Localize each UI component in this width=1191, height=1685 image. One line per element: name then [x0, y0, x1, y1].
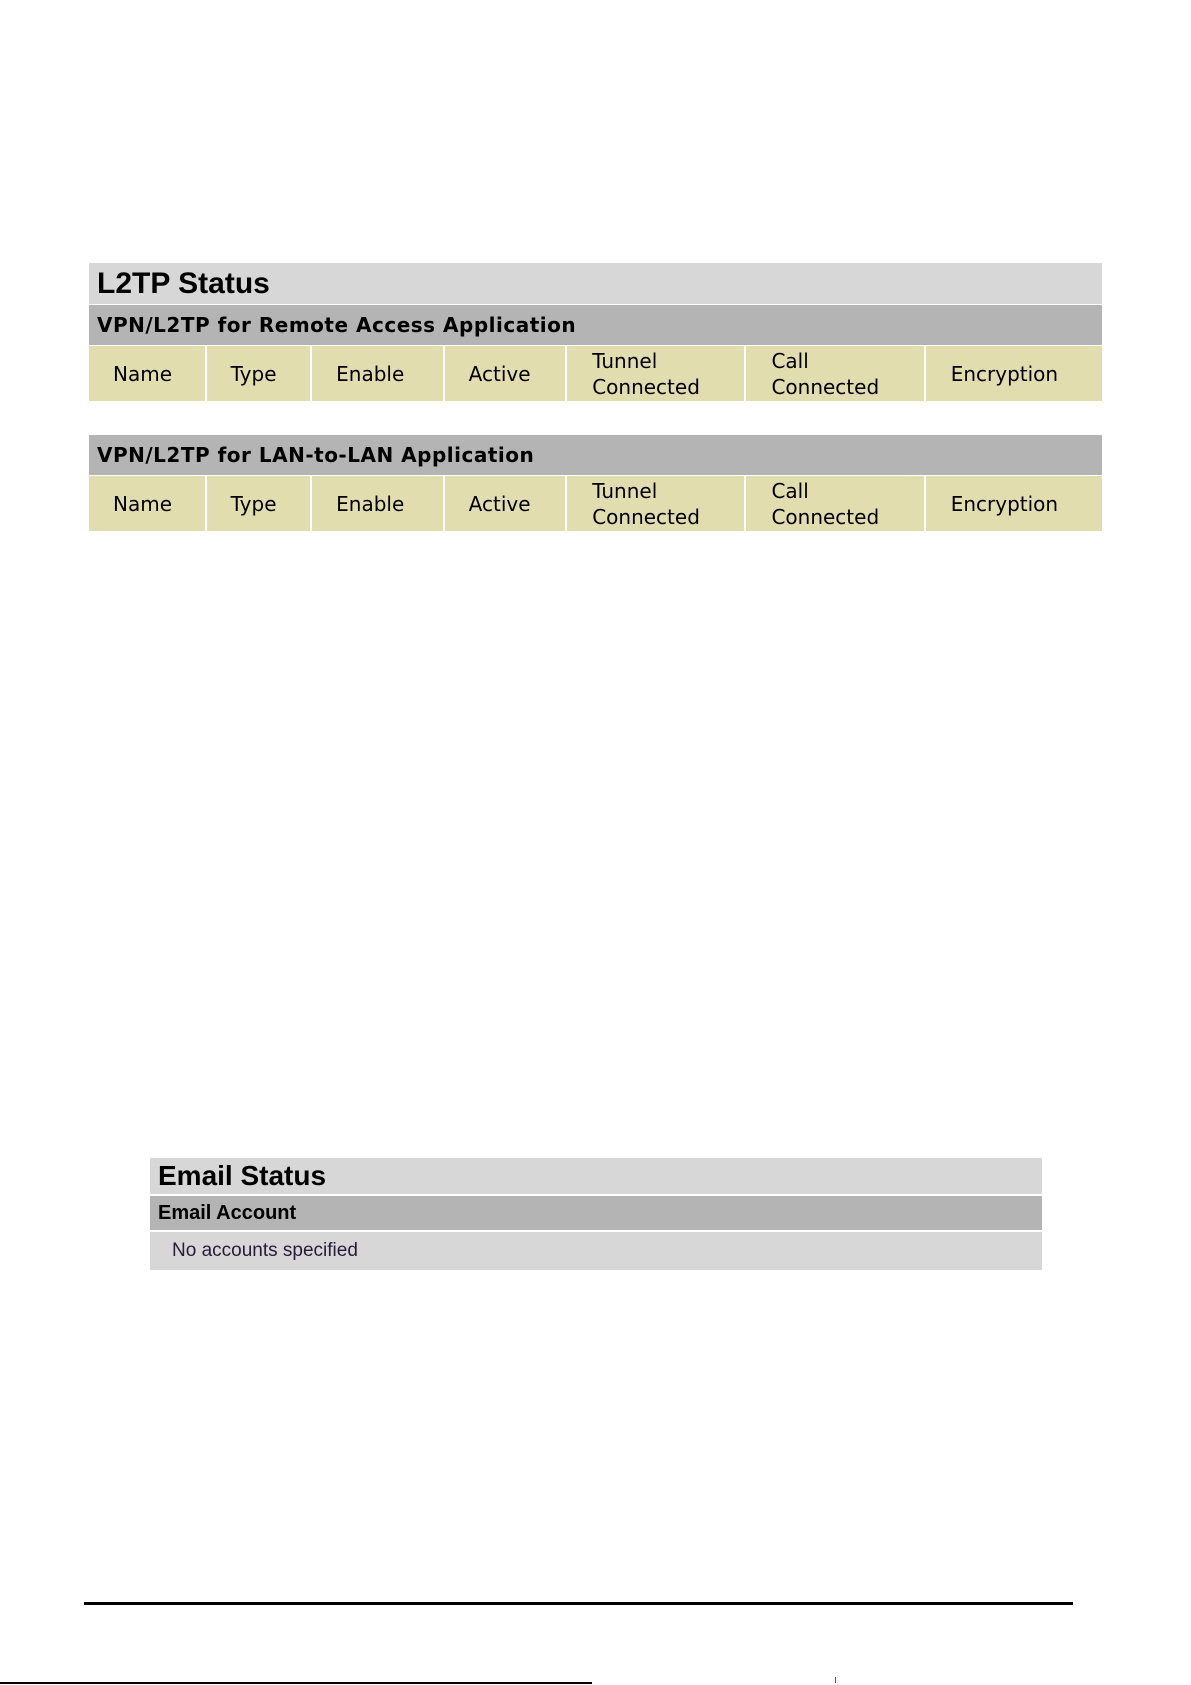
edge-mark [835, 1677, 836, 1683]
bottom-rule [0, 1682, 592, 1684]
column-header-type: Type [207, 476, 311, 531]
email-status-title: Email Status [150, 1158, 1042, 1196]
column-header-enable: Enable [312, 346, 442, 401]
remote-access-section-title: VPN/L2TP for Remote Access Application [89, 305, 1102, 345]
section-spacer [89, 401, 1102, 435]
column-header-encryption: Encryption [926, 476, 1102, 531]
column-header-active: Active [445, 346, 566, 401]
column-header-name: Name [89, 346, 205, 401]
email-empty-message: No accounts specified [150, 1232, 1042, 1270]
column-header-tunnel-connected: Tunnel Connected [567, 476, 744, 531]
column-header-type: Type [207, 346, 311, 401]
email-status-panel [150, 1158, 1042, 1270]
lan-to-lan-section-title: VPN/L2TP for LAN-to-LAN Application [89, 435, 1102, 475]
column-header-enable: Enable [312, 476, 442, 531]
column-header-active: Active [445, 476, 566, 531]
email-account-section-title: Email Account [150, 1196, 1042, 1232]
footer-rule [84, 1602, 1073, 1605]
column-header-name: Name [89, 476, 205, 531]
l2tp-status-title: L2TP Status [89, 263, 1102, 305]
column-header-call-connected: Call Connected [746, 346, 923, 401]
column-header-tunnel-connected: Tunnel Connected [567, 346, 744, 401]
column-header-encryption: Encryption [926, 346, 1102, 401]
column-header-call-connected: Call Connected [746, 476, 923, 531]
remote-access-column-headers [89, 345, 1102, 401]
l2tp-status-panel [89, 263, 1102, 531]
lan-to-lan-column-headers [89, 475, 1102, 531]
